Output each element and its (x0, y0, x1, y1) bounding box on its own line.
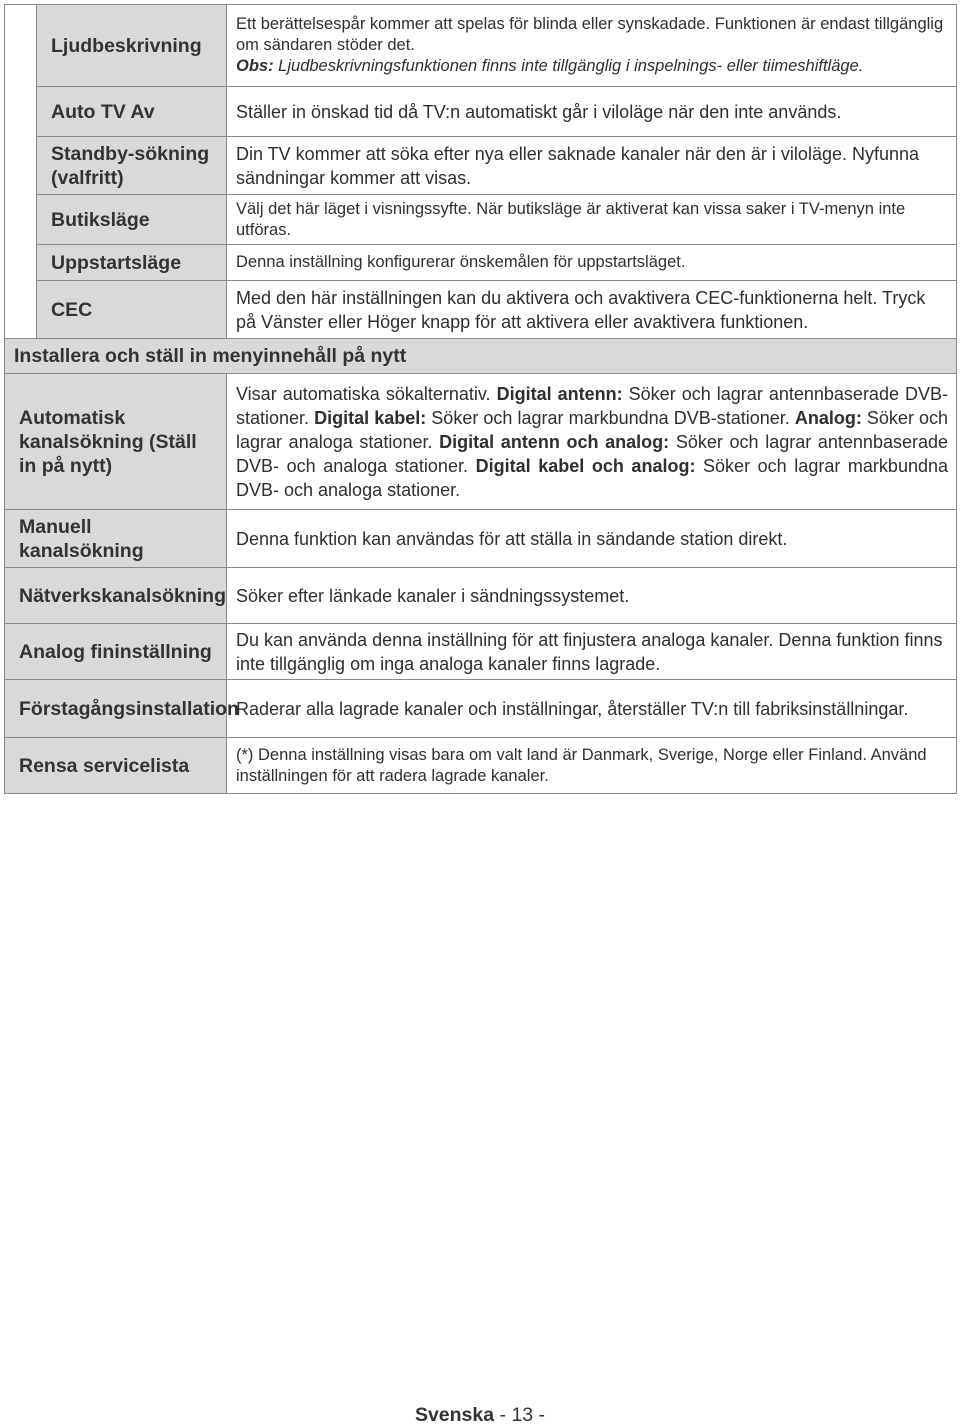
row-description: (*) Denna inställning visas bara om valt land är Danmark, Sverige, Norge eller Finland. Använd inställningen för att radera lagrade kanaler. (227, 738, 957, 794)
table-row (5, 680, 957, 738)
row-description: Välj det här läget i visningssyfte. När butiksläge är aktiverat kan vissa saker i TV-menyn inte utföras. (227, 195, 957, 245)
row-description: Ställer in önskad tid då TV:n automatiskt går i viloläge när den inte används. (227, 87, 957, 137)
row-label: Butiksläge (37, 195, 227, 245)
footer-page-number: - 13 - (499, 1404, 546, 1426)
row-description: Du kan använda denna inställning för att finjustera analoga kanaler. Denna funktion finns inte tillgänglig om inga analoga kanaler finns lagrade. (227, 624, 957, 680)
row-label: Analog fininställning (5, 624, 227, 680)
row-description: Raderar alla lagrade kanaler och inställningar, återställer TV:n till fabriksinställningar. (227, 680, 957, 738)
spacer-column (5, 5, 37, 339)
row-label: Standby-sökning (valfritt) (37, 137, 227, 195)
table-row (5, 245, 957, 281)
row-description: Med den här inställningen kan du aktivera och avaktivera CEC-funktionerna helt. Tryck på Vänster eller Höger knapp för att aktivera eller avaktivera funktionen. (227, 281, 957, 339)
page-footer (0, 1404, 960, 1427)
table-row (5, 568, 957, 624)
table-row (5, 137, 957, 195)
row-description: Ett berättelsespår kommer att spelas för blinda eller synskadade. Funktionen är endast tillgänglig om sändaren stöder det. Obs: Ljudbeskrivningsfunktionen finns inte tillgänglig i inspelnings- eller tiimeshiftläge. (227, 5, 957, 87)
table-row (5, 624, 957, 680)
row-label: Ljudbeskrivning (37, 5, 227, 87)
row-label: Rensa servicelista (5, 738, 227, 794)
table-row (5, 738, 957, 794)
row-description: Visar automatiska sökalternativ. Digital antenn: Söker och lagrar antennbaserade DVB-stationer. Digital kabel: Söker och lagrar markbundna DVB-stationer. Analog: Söker och lagrar analoga stationer. Digital antenn och analog: Söker och lagrar antennbaserade DVB- och analoga stationer. Digital kabel och analog: Söker och lagrar markbundna DVB- och analoga stationer. (227, 374, 957, 510)
section-header-row (5, 339, 957, 374)
row-description: Denna funktion kan användas för att ställa in sändande station direkt. (227, 510, 957, 568)
row-label: Nätverkskanalsökning (5, 568, 227, 624)
row-description: Söker efter länkade kanaler i sändningssystemet. (227, 568, 957, 624)
table-row (5, 5, 957, 87)
footer-language: Svenska (414, 1404, 495, 1426)
row-label: Uppstartsläge (37, 245, 227, 281)
table-row (5, 87, 957, 137)
table-row (5, 195, 957, 245)
row-label: Manuell kanalsökning (5, 510, 227, 568)
row-label: Automatisk kanalsökning (Ställ in på nytt) (5, 374, 227, 510)
row-description: Denna inställning konfigurerar önskemålen för uppstartsläget. (227, 245, 957, 281)
section-title: Installera och ställ in menyinnehåll på nytt (5, 339, 957, 374)
row-label: Förstagångsinstallation (5, 680, 227, 738)
table-row (5, 374, 957, 510)
row-description: Din TV kommer att söka efter nya eller saknade kanaler när den är i viloläge. Nyfunna sändningar kommer att visas. (227, 137, 957, 195)
table-row (5, 510, 957, 568)
row-label: CEC (37, 281, 227, 339)
row-label: Auto TV Av (37, 87, 227, 137)
table-row (5, 281, 957, 339)
settings-table (4, 4, 957, 794)
